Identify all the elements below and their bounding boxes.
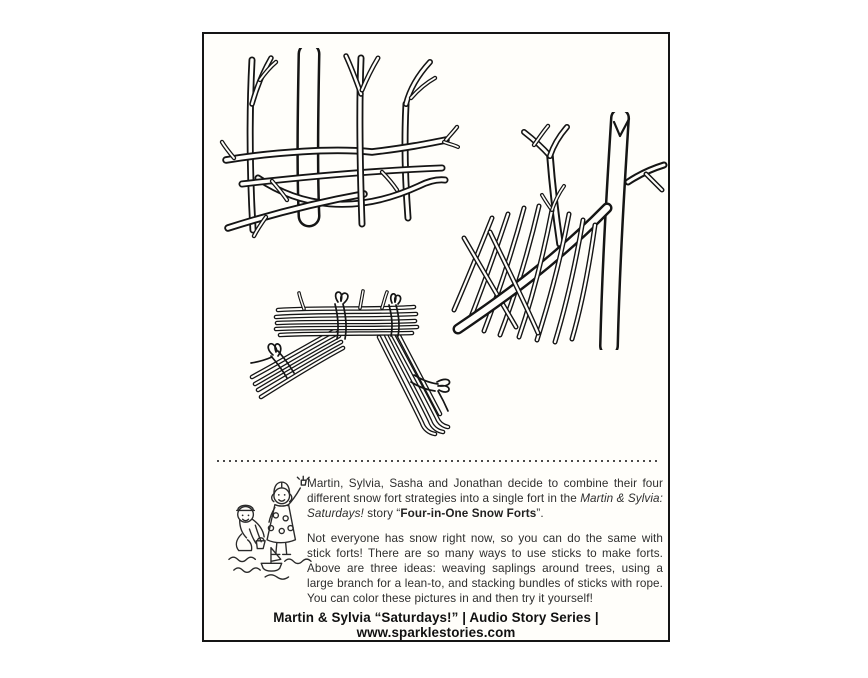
paragraph1-lead: Martin, Sylvia, Sasha and Jonathan decide to combine their four different snow fort strategies into a single fort in the [307, 477, 663, 506]
toy-boat-and-water [229, 548, 311, 580]
coloring-page [202, 32, 670, 642]
description-paragraph-2: Not everyone has snow right now, so you can do the same with stick forts! There are so many ways to use sticks to make forts. Above are three ideas: weaving saplings around trees, using a large branch for a lean-to, and stacking bundles of sticks with rope. You can color these pictures in and then try it yourself! [307, 531, 663, 606]
girl-character [267, 476, 309, 554]
series-title: Martin & Sylvia: Saturdays! [307, 492, 663, 521]
description-text [307, 476, 663, 607]
tree-trunk [609, 118, 664, 346]
paragraph1-mid: story “ [363, 507, 401, 521]
left-stick-bundle [252, 330, 343, 397]
description-paragraph-1 [307, 476, 663, 522]
bundles-illustration [242, 280, 482, 450]
characters-illustration [226, 474, 314, 589]
dotted-separator [217, 460, 660, 462]
weave-illustration [214, 48, 460, 294]
story-title: Four-in-One Snow Forts [400, 507, 537, 521]
footer-credit: Martin & Sylvia “Saturdays!” | Audio Story Series | www.sparklestories.com [273, 610, 599, 640]
paragraph1-tail: ”. [536, 507, 544, 521]
boy-character [236, 505, 265, 550]
forked-sapling [524, 126, 567, 244]
woven-sticks [222, 127, 458, 236]
